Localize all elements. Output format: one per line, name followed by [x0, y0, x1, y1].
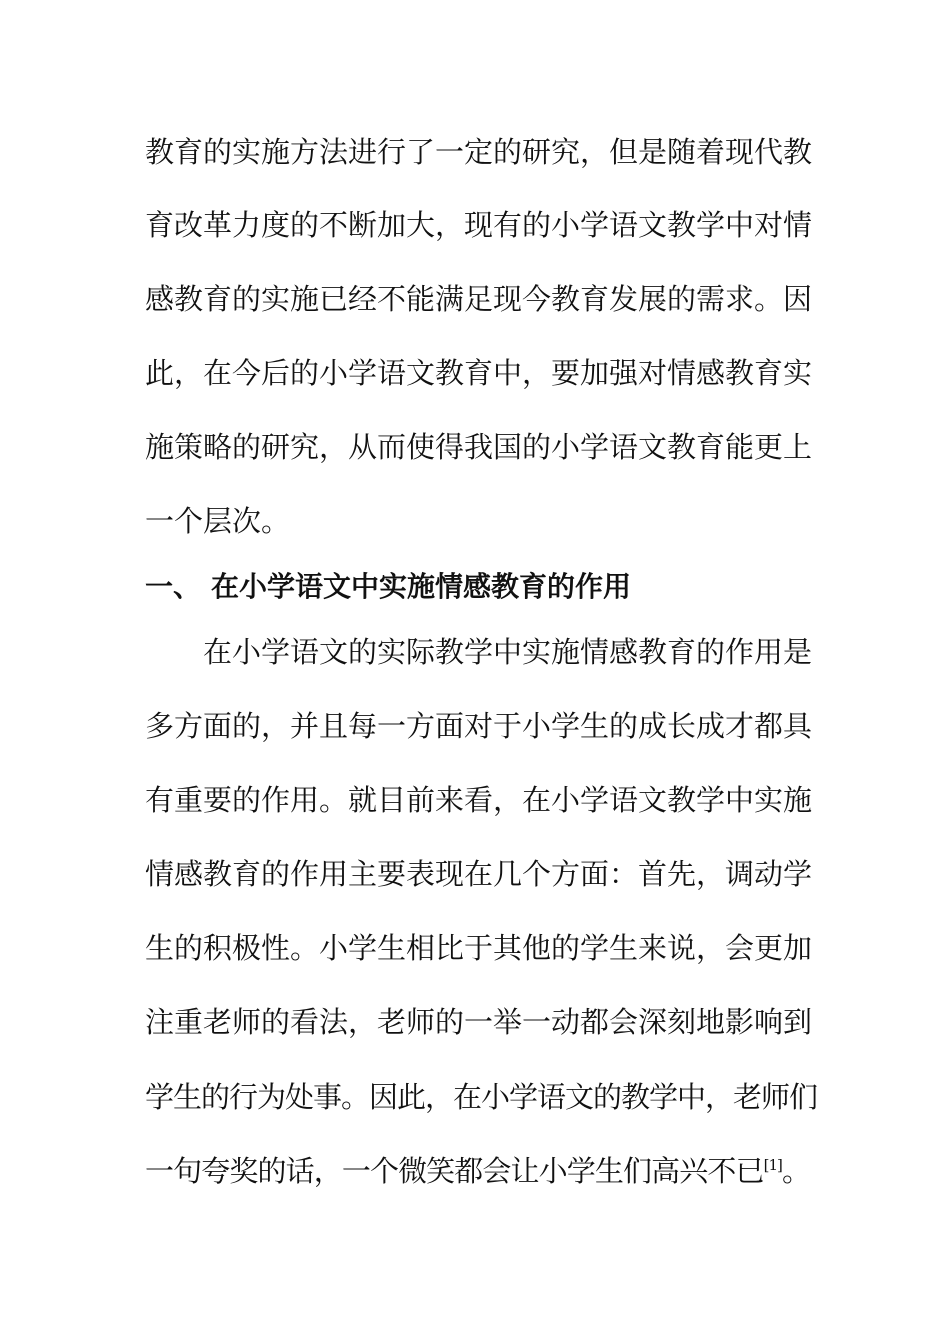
paragraph-line: 注重老师的看法，老师的一举一动都会深刻地影响到	[145, 1005, 813, 1039]
section-heading	[145, 567, 631, 607]
paragraph-line: 有重要的作用。就目前来看，在小学语文教学中实施	[145, 783, 813, 817]
paragraph-line: 感教育的实施已经不能满足现今教育发展的需求。因	[145, 282, 813, 316]
paragraph-line: 育改革力度的不断加大，现有的小学语文教学中对情	[145, 208, 813, 242]
paragraph-line-text: 一句夸奖的话，一个微笑都会让小学生们高兴不已	[145, 1154, 764, 1188]
paragraph-line: 一个层次。	[145, 504, 291, 538]
document-body	[145, 0, 818, 1344]
paragraph-line-end: 。	[781, 1154, 810, 1188]
paragraph-line: 施策略的研究，从而使得我国的小学语文教育能更上	[145, 430, 813, 464]
paragraph-line: 在小学语文的实际教学中实施情感教育的作用是	[203, 635, 813, 669]
section-number: 一、	[145, 570, 202, 603]
citation-marker[interactable]: [1]	[763, 1156, 782, 1174]
section-title: 在小学语文中实施情感教育的作用	[211, 570, 632, 603]
paragraph-line	[145, 1151, 810, 1191]
paragraph-line: 情感教育的作用主要表现在几个方面：首先，调动学	[145, 857, 813, 891]
paragraph-line: 此，在今后的小学语文教育中，要加强对情感教育实	[145, 356, 813, 390]
paragraph-line: 生的积极性。小学生相比于其他的学生来说，会更加	[145, 931, 813, 965]
paragraph-line: 多方面的，并且每一方面对于小学生的成长成才都具	[145, 709, 813, 743]
paragraph-line: 学生的行为处事。因此，在小学语文的教学中，老师们	[145, 1080, 818, 1114]
paragraph-line: 教育的实施方法进行了一定的研究，但是随着现代教	[145, 135, 813, 169]
